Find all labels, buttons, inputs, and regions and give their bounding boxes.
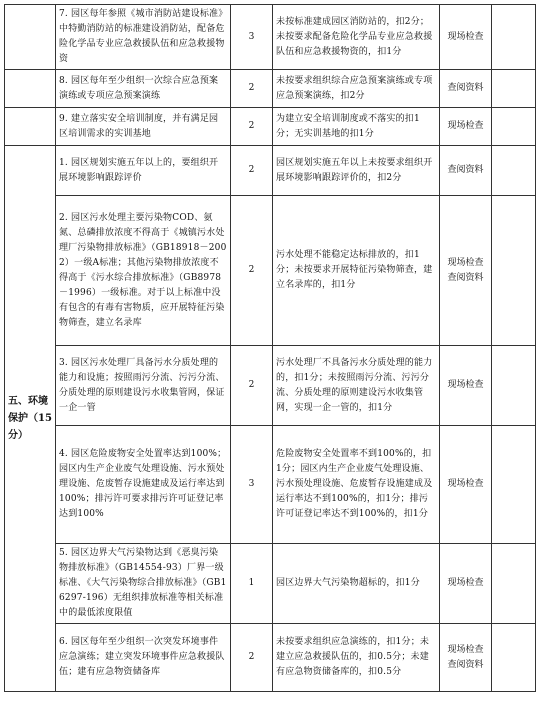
method-text: 现场检查 查阅资料 xyxy=(440,624,492,692)
method-text: 现场检查 xyxy=(440,544,492,624)
score-value: 2 xyxy=(231,70,273,108)
criterion-text: 6. 园区每年至少组织一次突发环境事件应急演练；建立突发环境事件应急救援队伍；建有应急物资储备库 xyxy=(56,624,231,692)
note-cell xyxy=(492,146,536,196)
penalty-text: 园区规划实施五年以上未按要求组织开展环境影响跟踪评价的，扣2分 xyxy=(273,146,440,196)
note-cell xyxy=(492,108,536,146)
category-cell xyxy=(5,108,56,146)
criterion-text: 2. 园区污水处理主要污染物COD、氨氮、总磷排放浓度不得高于《城镇污水处理厂污染物排放标准》（GB18918－2002）一级A标准；其他污染物排放浓度不得高于《污水综合排放标准》（GB8978－1996）一级标准。对于以上标准中没有包含的有毒有害物质，应开展特征污染物筛查，建立名录库 xyxy=(56,196,231,346)
score-value: 3 xyxy=(231,5,273,70)
note-cell xyxy=(492,346,536,426)
score-value: 2 xyxy=(231,196,273,346)
score-value: 3 xyxy=(231,426,273,544)
note-cell xyxy=(492,70,536,108)
method-text: 现场检查 xyxy=(440,108,492,146)
penalty-text: 危险废物安全处置率不到100%的，扣1分；园区内生产企业废气处理设施、污水预处理设施、危废暂存设施建成及运行率达不到100%的，扣1分；排污许可证登记率达不到100%的，扣1分 xyxy=(273,426,440,544)
criterion-text: 7. 园区每年参照《城市消防站建设标准》中特勤消防站的标准建设消防站，配备危险化学品专业应急救援队伍和应急救援物资 xyxy=(56,5,231,70)
score-value: 1 xyxy=(231,544,273,624)
method-text: 查阅资料 xyxy=(440,146,492,196)
method-text: 现场检查 xyxy=(440,426,492,544)
penalty-text: 园区边界大气污染物超标的，扣1分 xyxy=(273,544,440,624)
category-label: 五、环境保护（15分） xyxy=(5,146,56,692)
criterion-text: 4. 园区危险废物安全处置率达到100%；园区内生产企业废气处理设施、污水预处理设施、危废暂存设施建成及运行率达到100%；排污许可要求排污许可证登记率达到100% xyxy=(56,426,231,544)
criterion-text: 5. 园区边界大气污染物达到《恶臭污染物排放标准》（GB14554-93）厂界一级标准、《大气污染物综合排放标准》（GB16297-196）无组织排放标准等相关标准中的最低浓度限值 xyxy=(56,544,231,624)
table-row xyxy=(5,196,536,346)
score-value: 2 xyxy=(231,624,273,692)
note-cell xyxy=(492,544,536,624)
table-row xyxy=(5,5,536,70)
method-text: 查阅资料 xyxy=(440,70,492,108)
penalty-text: 污水处理不能稳定达标排放的，扣1分；未按要求开展特征污染物筛查，建立名录库的，扣1分 xyxy=(273,196,440,346)
note-cell xyxy=(492,426,536,544)
penalty-text: 未按要求组织综合应急预案演练或专项应急预案演练，扣2分 xyxy=(273,70,440,108)
note-cell xyxy=(492,196,536,346)
score-value: 2 xyxy=(231,146,273,196)
penalty-text: 未按要求组织应急演练的，扣1分；未建立应急救援队伍的，扣0.5分；未建有应急物资储备库的，扣0.5分 xyxy=(273,624,440,692)
category-cell xyxy=(5,70,56,108)
note-cell xyxy=(492,624,536,692)
note-cell xyxy=(492,5,536,70)
table-row xyxy=(5,146,536,196)
score-value: 2 xyxy=(231,346,273,426)
table-row xyxy=(5,108,536,146)
penalty-text: 为建立安全培训制度或不落实的扣1分；无实训基地的扣1分 xyxy=(273,108,440,146)
penalty-text: 污水处理厂不具备污水分质处理的能力的，扣1分；未按照雨污分流、污污分流、分质处理的原则建设污水收集管网，实现一企一管的，扣1分 xyxy=(273,346,440,426)
score-value: 2 xyxy=(231,108,273,146)
criterion-text: 9. 建立落实安全培训制度，并有满足园区培训需求的实训基地 xyxy=(56,108,231,146)
method-text: 现场检查 xyxy=(440,346,492,426)
penalty-text: 未按标准建成园区消防站的，扣2分；未按要求配备危险化学品专业应急救援队伍和应急救援物资的，扣1分 xyxy=(273,5,440,70)
method-text: 现场检查 查阅资料 xyxy=(440,196,492,346)
criterion-text: 3. 园区污水处理厂具备污水分质处理的能力和设施；按照雨污分流、污污分流、分质处理的原则建设污水收集管网，保证一企一管 xyxy=(56,346,231,426)
evaluation-table xyxy=(4,4,536,692)
criterion-text: 8. 园区每年至少组织一次综合应急预案演练或专项应急预案演练 xyxy=(56,70,231,108)
table-row xyxy=(5,346,536,426)
criterion-text: 1. 园区规划实施五年以上的，要组织开展环境影响跟踪评价 xyxy=(56,146,231,196)
table-row xyxy=(5,544,536,624)
method-text: 现场检查 xyxy=(440,5,492,70)
table-row xyxy=(5,70,536,108)
table-row xyxy=(5,426,536,544)
table-row xyxy=(5,624,536,692)
category-cell xyxy=(5,5,56,70)
